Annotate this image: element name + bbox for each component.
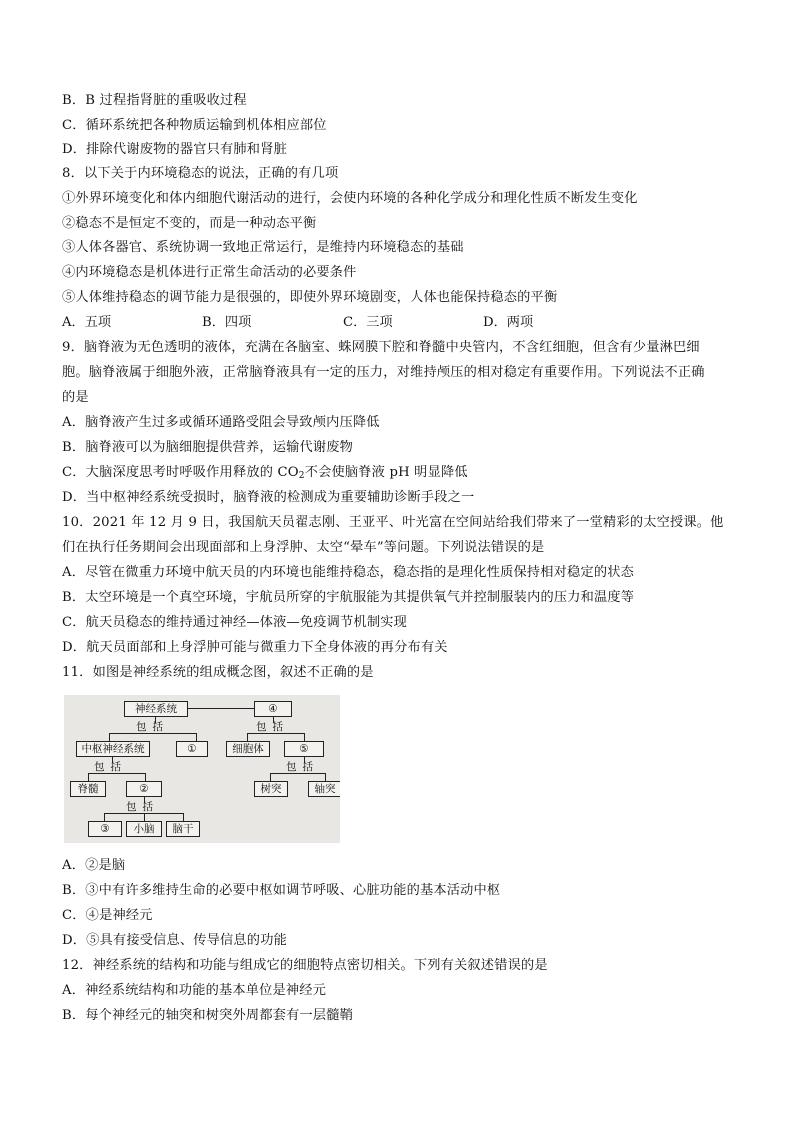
box-circle-2: ② — [126, 781, 162, 797]
box-dendrite: 树突 — [254, 781, 288, 797]
q10-option-c: C．航天员稳态的维持通过神经—体液—免疫调节机制实现 — [62, 615, 407, 630]
q11-option-a: A．②是脑 — [62, 858, 126, 873]
q7-option-b: B．B 过程指肾脏的重吸收过程 — [62, 93, 247, 108]
q12-option-b: B．每个神经元的轴突和树突外周都套有一层髓鞘 — [62, 1008, 354, 1023]
q8-option-b: B．四项 — [202, 315, 252, 330]
q8-statement-4: ④内环境稳态是机体进行正常生命活动的必要条件 — [62, 265, 357, 280]
connector — [270, 773, 271, 781]
connector — [304, 733, 305, 741]
box-cerebellum: 小脑 — [126, 821, 162, 837]
q10-stem-line1: 10．2021 年 12 月 9 日，我国航天员翟志刚、王亚平、叶光富在空间站给我们带来了一堂精彩的太空授课。他 — [62, 515, 724, 530]
q10-option-a: A．尽管在微重力环境中航天员的内环境也能维持稳态，稳态指的是理化性质保持相对稳定的状态 — [62, 565, 634, 580]
label-include: 包括 — [286, 761, 319, 773]
connector — [325, 773, 326, 781]
box-circle-4: ④ — [254, 701, 292, 717]
connector — [109, 733, 197, 734]
box-central-nervous-system: 中枢神经系统 — [76, 741, 150, 757]
q11-stem: 11．如图是神经系统的组成概念图，叙述不正确的是 — [62, 665, 374, 680]
nervous-system-concept-diagram — [64, 695, 340, 843]
box-nervous-system: 神经系统 — [124, 701, 188, 717]
q7-option-c: C．循环系统把各种物质运输到机体相应部位 — [62, 118, 327, 133]
q12-option-a: A．神经系统结构和功能的基本单位是神经元 — [62, 983, 327, 998]
connector — [88, 773, 89, 781]
q9-stem-line2: 胞。脑脊液属于细胞外液，正常脑脊液具有一定的压力，对维持颅压的相对稳定有重要作用。下列说法不正确 — [62, 365, 705, 380]
q8-statement-3: ③人体各器官、系统协调一致地正常运行，是维持内环境稳态的基础 — [62, 240, 464, 255]
q9-option-a: A．脑脊液产生过多或循环通路受阻会导致颅内压降低 — [62, 415, 380, 430]
box-circle-3: ③ — [88, 821, 122, 837]
q10-option-d: D．航天员面部和上身浮肿可能与微重力下全身体液的再分布有关 — [62, 640, 448, 655]
connector — [183, 813, 184, 821]
connector — [88, 773, 146, 774]
box-cell-body: 细胞体 — [226, 741, 270, 757]
connector — [145, 773, 146, 781]
q9-option-d: D．当中枢神经系统受损时，脑脊液的检测成为重要辅助诊断手段之一 — [62, 490, 475, 505]
q8-option-d: D．两项 — [483, 315, 534, 330]
connector — [109, 733, 110, 741]
box-brainstem: 脑干 — [166, 821, 200, 837]
q9-option-b: B．脑脊液可以为脑细胞提供营养，运输代谢废物 — [62, 440, 354, 455]
q8-statement-5: ⑤人体维持稳态的调节能力是很强的，即使外界环境剧变，人体也能保持稳态的平衡 — [62, 290, 558, 305]
q8-stem: 8．以下关于内环境稳态的说法，正确的有几项 — [62, 166, 339, 181]
q8-option-c: C．三项 — [343, 315, 393, 330]
connector — [144, 813, 145, 821]
label-include: 包括 — [136, 721, 169, 733]
q10-stem-line2: 们在执行任务期间会出现面部和上身浮肿、太空“晕车”等问题。下列说法错误的是 — [62, 540, 545, 555]
box-axon: 轴突 — [308, 781, 340, 797]
q8-option-a: A．五项 — [62, 315, 112, 330]
label-include: 包括 — [94, 761, 127, 773]
connector — [247, 733, 305, 734]
q9-stem-line3: 的是 — [62, 390, 89, 405]
connector — [188, 708, 254, 709]
q9-option-c: C．大脑深度思考时呼吸作用释放的 $CO_2$不会使脑脊液 pH 明显降低 — [62, 465, 468, 481]
q9-stem-line1: 9．脑脊液为无色透明的液体，充满在各脑室、蛛网膜下腔和脊髓中央管内，不含红细胞，但含有少量淋巴细 — [62, 340, 700, 355]
q11-option-b: B．③中有许多维持生命的必要中枢如调节呼吸、心脏功能的基本活动中枢 — [62, 883, 501, 898]
q10-option-b: B．太空环境是一个真空环境，宇航员所穿的宇航服能为其提供氧气并控制服装内的压力和温度等 — [62, 590, 635, 605]
q8-statement-1: ①外界环境变化和体内细胞代谢活动的进行，会使内环境的各种化学成分和理化性质不断发生变化 — [62, 191, 638, 206]
q12-stem: 12．神经系统的结构和功能与组成它的细胞特点密切相关。下列有关叙述错误的是 — [62, 958, 548, 973]
q8-statement-2: ②稳态不是恒定不变的，而是一种动态平衡 — [62, 216, 317, 231]
box-circle-5: ⑤ — [284, 741, 324, 757]
q11-option-c: C．④是神经元 — [62, 908, 153, 923]
connector — [247, 733, 248, 741]
connector — [196, 733, 197, 741]
label-include: 包括 — [256, 721, 289, 733]
box-spinal-cord: 脊髓 — [70, 781, 106, 797]
connector — [104, 813, 105, 821]
q7-option-d: D．排除代谢废物的器官只有肺和肾脏 — [62, 142, 287, 157]
connector — [270, 773, 326, 774]
box-circle-1: ① — [176, 741, 208, 757]
q11-option-d: D．⑤具有接受信息、传导信息的功能 — [62, 933, 287, 948]
label-include: 包括 — [126, 801, 159, 813]
